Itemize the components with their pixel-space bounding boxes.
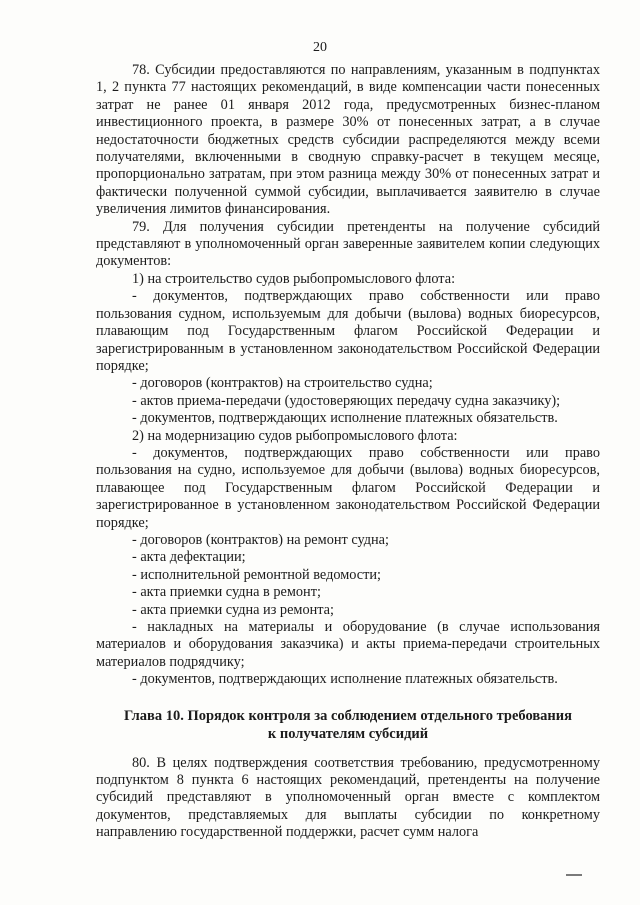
list-item: - документов, подтверждающих право собственности или право пользования на судно, используемое для добычи (вылова) водных биоресурсов, плавающее под Государственным флагом Российской Федерации и зарегистрированное в установленном законодательством Российской Федерации порядке; [96, 444, 600, 531]
list-item: - документов, подтверждающих исполнение платежных обязательств. [132, 671, 558, 688]
list-item: - актов приема-передачи (удостоверяющих передачу судна заказчику); [132, 392, 561, 409]
section-1-title: 1) на строительство судов рыбопромыслового флота: [132, 270, 456, 287]
document-body [96, 62, 600, 842]
list-item: - договоров (контрактов) на строительство судна; [132, 375, 433, 392]
list-item: - документов, подтверждающих исполнение платежных обязательств. [132, 410, 558, 427]
chapter-heading-line-2: к получателям субсидий [267, 725, 429, 742]
list-item: - накладных на материалы и оборудование (в случае использования материалов и оборудования заказчика) и акты приема-передачи строительных материалов подрядчику; [96, 619, 600, 670]
list-item: - документов, подтверждающих право собственности или право пользования судном, используемым для добычи (вылова) водных биоресурсов, плавающим под Государственным флагом Российской Федерации и зарегистрированным в установленном законодательством Российской Федерации порядке; [96, 288, 600, 374]
chapter-heading [96, 707, 600, 743]
paragraph-79: 79. Для получения субсидии претенденты на получение субсидий представляют в уполномоченный орган заверенные заявителем копии следующих документов: [96, 218, 600, 270]
list-item: - договоров (контрактов) на ремонт судна; [132, 531, 389, 548]
list-item: - исполнительной ремонтной ведомости; [132, 566, 382, 583]
section-2-title: 2) на модернизацию судов рыбопромыслового флота: [132, 427, 458, 444]
chapter-heading-line-1: Глава 10. Порядок контроля за соблюдением отдельного требования [124, 707, 572, 724]
list-item: - акта приемки судна в ремонт; [132, 584, 321, 601]
list-item: - акта приемки судна из ремонта; [132, 601, 334, 618]
paragraph-78: 78. Субсидии предоставляются по направлениям, указанным в подпунктах 1, 2 пункта 77 настоящих рекомендаций, в виде компенсации части понесенных затрат не ранее 01 января 2012 года, предусмотренных бизнес-планом инвестиционного проекта, в размере 30% от понесенных затрат, а в случае недостаточности бюджетных средств субсидии распределяются между всеми получателями, включенными в сводную справку-расчет в текущем месяце, пропорционально затратам, при этом разница между 30% от понесенных затрат и фактически полученной суммой субсидии, выплачивается заявителю в случае увеличения лимитов финансирования. [96, 62, 600, 218]
paragraph-80: 80. В целях подтверждения соответствия требованию, предусмотренному подпунктом 8 пункта 6 настоящих рекомендаций, претенденты на получение субсидий представляют в уполномоченный орган вместе с комплектом документов, представляемых для выплаты субсидии по конкретному направлению государственной поддержки, расчет сумм налога [96, 754, 600, 841]
page-number: 20 [313, 40, 327, 55]
list-item: - акта дефектации; [132, 549, 246, 566]
scan-mark [566, 874, 582, 876]
